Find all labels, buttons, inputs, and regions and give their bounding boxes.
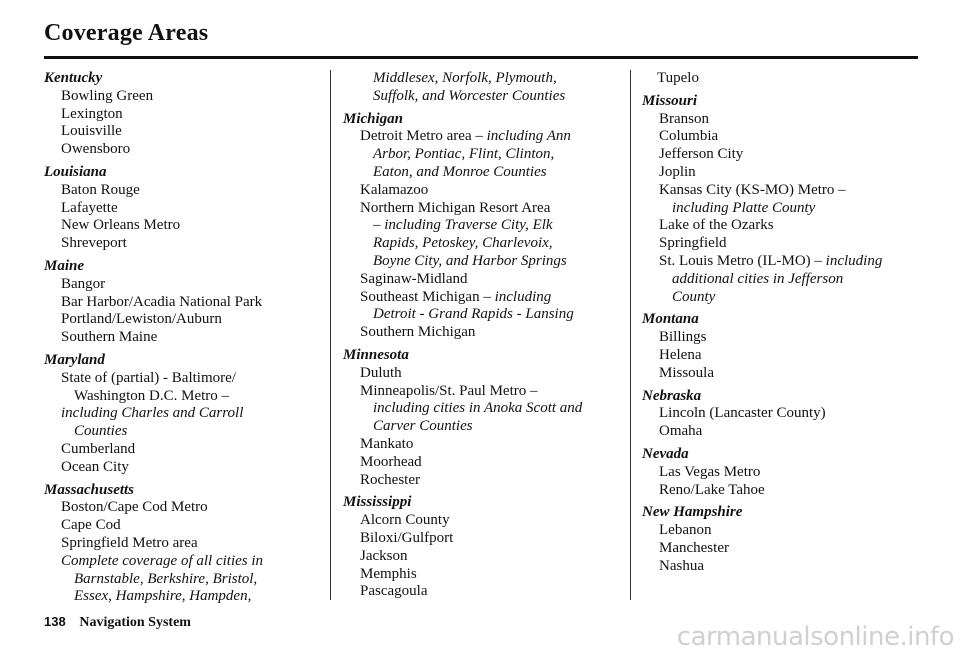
- state-heading: Mississippi: [343, 494, 412, 511]
- city: Shreveport: [61, 235, 127, 252]
- city-detail: Rapids, Petoskey, Charlevoix,: [373, 235, 553, 252]
- state-heading: Kentucky: [44, 70, 103, 86]
- city: Lincoln (Lancaster County): [659, 405, 826, 422]
- city: Nashua: [659, 557, 704, 574]
- city: Kalamazoo: [360, 181, 429, 198]
- state-heading: Maine: [44, 257, 85, 274]
- watermark: carmanualsonline.info: [676, 622, 954, 652]
- state-heading: Louisiana: [44, 163, 107, 180]
- city: Lexington: [61, 105, 123, 122]
- city: Lebanon: [659, 522, 712, 539]
- city-detail: including Ann: [486, 128, 571, 145]
- state-heading: New Hampshire: [642, 504, 743, 521]
- city-detail: Suffolk, and Worcester Counties: [373, 87, 566, 104]
- city: Reno/Lake Tahoe: [659, 481, 765, 498]
- state-heading: Missouri: [642, 92, 698, 109]
- city: Bowling Green: [61, 87, 154, 104]
- city: Lafayette: [61, 199, 118, 216]
- city: Manchester: [659, 539, 729, 556]
- city: Southern Michigan: [360, 324, 476, 341]
- city: Springfield Metro area: [61, 534, 198, 551]
- city-detail: Middlesex, Norfolk, Plymouth,: [373, 70, 557, 86]
- city: Rochester: [360, 471, 420, 488]
- city: Tupelo: [657, 70, 699, 86]
- state-heading: Massachusetts: [44, 481, 135, 498]
- page-number: 138: [44, 614, 66, 629]
- city: Biloxi/Gulfport: [360, 529, 454, 546]
- city: State of (partial) - Baltimore/: [61, 369, 236, 386]
- city-detail: Arbor, Pontiac, Flint, Clinton,: [373, 146, 555, 163]
- city-detail: Barnstable, Berkshire, Bristol,: [74, 570, 258, 587]
- city-detail: Carver Counties: [373, 418, 473, 435]
- city: Lake of the Ozarks: [659, 217, 774, 234]
- column-1: [44, 70, 324, 606]
- city: Baton Rouge: [61, 181, 140, 198]
- city: Kansas City (KS-MO) Metro –: [659, 181, 846, 198]
- city: Minneapolis/St. Paul Metro –: [360, 382, 538, 399]
- city-detail: Detroit - Grand Rapids - Lansing: [373, 306, 574, 323]
- city: Joplin: [659, 163, 696, 180]
- city-name: Detroit Metro area –: [360, 128, 487, 145]
- city: Cape Cod: [61, 517, 121, 534]
- city-detail: including Platte County: [672, 199, 816, 216]
- city: New Orleans Metro: [61, 217, 181, 234]
- city-detail: Essex, Hampshire, Hampden,: [74, 588, 252, 605]
- city: Bangor: [61, 275, 106, 292]
- city: Omaha: [659, 423, 703, 440]
- city-name: St. Louis Metro (IL-MO) –: [659, 252, 826, 269]
- column-3: [642, 70, 922, 576]
- page-title: Coverage Areas: [44, 20, 209, 46]
- city: Louisville: [61, 123, 122, 140]
- city-detail: additional cities in Jefferson: [672, 270, 844, 287]
- city: Missoula: [659, 364, 715, 381]
- city-detail: County: [672, 288, 716, 305]
- section-name: Navigation System: [79, 615, 191, 630]
- city: Branson: [659, 110, 709, 127]
- city: Las Vegas Metro: [659, 463, 761, 480]
- state-heading: Minnesota: [343, 346, 409, 363]
- page-footer: [44, 614, 191, 631]
- city: Springfield: [659, 235, 727, 252]
- title-rule: [44, 56, 918, 59]
- city: Mankato: [360, 435, 414, 452]
- city: Helena: [659, 346, 702, 363]
- city: Ocean City: [61, 458, 129, 475]
- city-detail: Complete coverage of all cities in: [61, 552, 264, 569]
- city: Columbia: [659, 128, 719, 145]
- city-detail: including cities in Anoka Scott and: [373, 400, 583, 417]
- city-name: Southeast Michigan –: [360, 288, 495, 305]
- city: Boston/Cape Cod Metro: [61, 499, 208, 516]
- city: Alcorn County: [360, 512, 450, 529]
- city-detail: Boyne City, and Harbor Springs: [373, 252, 567, 269]
- city: [343, 289, 623, 307]
- city: Duluth: [360, 364, 402, 381]
- state-heading: Michigan: [343, 110, 404, 127]
- city-detail: – including Traverse City, Elk: [373, 217, 553, 234]
- city: Owensboro: [61, 141, 131, 158]
- state-heading: Montana: [642, 311, 699, 328]
- city: Pascagoula: [360, 583, 428, 600]
- column-divider: [330, 70, 331, 600]
- city-continued: Washington D.C. Metro –: [74, 387, 230, 404]
- city: Moorhead: [360, 453, 422, 470]
- city: Jefferson City: [659, 146, 744, 163]
- state-heading: Maryland: [44, 351, 105, 368]
- state-heading: Nevada: [642, 445, 689, 462]
- city: Southern Maine: [61, 329, 158, 346]
- city-detail: Counties: [74, 423, 128, 440]
- city: [343, 128, 623, 146]
- state-heading: Nebraska: [642, 387, 702, 404]
- city-detail: including: [825, 252, 883, 269]
- city: Northern Michigan Resort Area: [360, 199, 551, 216]
- city: Portland/Lewiston/Auburn: [61, 311, 222, 328]
- city: [642, 253, 922, 271]
- city: Cumberland: [61, 440, 136, 457]
- city-detail: Eaton, and Monroe Counties: [373, 163, 547, 180]
- column-2: [343, 70, 623, 601]
- city-detail: including Charles and Carroll: [61, 405, 244, 422]
- column-divider: [630, 70, 631, 600]
- city: Bar Harbor/Acadia National Park: [61, 293, 263, 310]
- city: Billings: [659, 329, 707, 346]
- city: Jackson: [360, 547, 408, 564]
- city: Memphis: [360, 565, 417, 582]
- city: Saginaw-Midland: [360, 270, 468, 287]
- city-detail: including: [494, 288, 552, 305]
